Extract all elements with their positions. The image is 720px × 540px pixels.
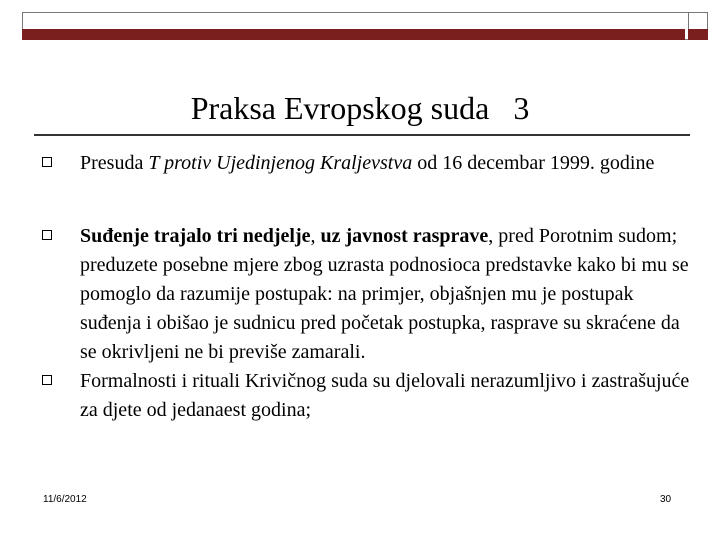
- bullet-text: , pred Porotnim sudom; preduzete posebne mjere zbog uzrasta podnosioca predstavke kako bi mu se pomoglo da razumije postupak: na primjer, objašnjen mu je postupak suđenja i obišao je sudnicu pred početak postupka, rasprave su skraćene da se okrivljeni ne bi previše zamarali.: [80, 225, 689, 363]
- square-bullet-icon: [42, 157, 52, 167]
- page-number: 30: [660, 494, 672, 505]
- header-accent-bar: [22, 29, 685, 40]
- bullet-item: [42, 149, 692, 178]
- bullet-text: ,: [310, 225, 321, 247]
- slide-title-text: Praksa Evropskog suda 3: [190, 90, 530, 126]
- footer-date: 11/6/2012: [43, 494, 87, 505]
- bullet-text: Formalnosti i rituali Krivičnog suda su djelovali nerazumljivo i zastrašujuće za djete od jedanaest godina;: [80, 370, 690, 421]
- bullet-text-bold: uz javnost rasprave: [320, 225, 489, 247]
- bullet-text: Presuda: [80, 152, 149, 174]
- title-rule: [34, 134, 690, 136]
- bullet-item: [42, 367, 692, 425]
- header-corner-accent: [688, 29, 708, 40]
- bullet-text: od 16 decembar 1999. godine: [412, 152, 655, 174]
- bullet-text-bold: Suđenje trajalo tri nedjelje: [80, 225, 311, 247]
- square-bullet-icon: [42, 375, 52, 385]
- bullet-list: [42, 149, 692, 425]
- slide-title: [0, 88, 720, 128]
- square-bullet-icon: [42, 230, 52, 240]
- bullet-item: [42, 222, 692, 367]
- bullet-text-italic: T protiv Ujedinjenog Kraljevstva: [148, 152, 413, 174]
